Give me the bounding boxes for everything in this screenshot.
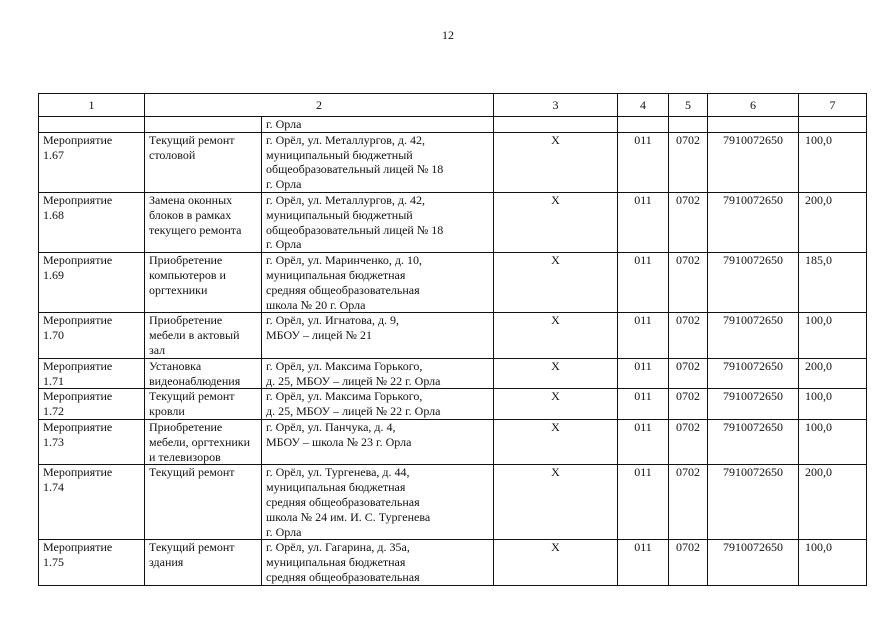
event-cell: Мероприятие 1.74 [39,465,145,540]
event-cell: Мероприятие 1.67 [39,132,145,192]
code-011-cell: 011 [618,389,669,420]
header-row [39,94,867,117]
section-code-cell: 0702 [669,313,708,358]
amount-cell: 185,0 [799,253,867,313]
target-article-cell: 7910072650 [708,419,799,464]
event-cell: Мероприятие 1.68 [39,192,145,252]
table-row [39,389,867,420]
target-article-cell: 7910072650 [708,253,799,313]
amount-cell: 200,0 [799,192,867,252]
address-cell: г. Орёл, ул. Металлургов, д. 42, муниципальный бюджетный общеобразовательный лицей № 18 г. Орла [262,132,494,192]
name-cell: Замена оконных блоков в рамках текущего ремонта [145,192,262,252]
table-row [39,253,867,313]
amount-cell: 100,0 [799,540,867,585]
section-code-cell: 0702 [669,358,708,389]
name-cell: Установка видеонаблюдения [145,358,262,389]
name-cell: Текущий ремонт здания [145,540,262,585]
target-article-cell: 7910072650 [708,540,799,585]
x-mark-cell: Х [494,389,618,420]
header-col-1: 1 [39,94,145,117]
continuation-text: г. Орла [262,117,494,133]
table-row [39,132,867,192]
section-code-cell: 0702 [669,389,708,420]
target-article-cell: 7910072650 [708,313,799,358]
event-cell: Мероприятие 1.71 [39,358,145,389]
budget-table [38,93,867,586]
amount-cell: 100,0 [799,389,867,420]
x-mark-cell: Х [494,465,618,540]
continuation-row [39,117,867,133]
code-011-cell: 011 [618,132,669,192]
name-cell: Текущий ремонт кровли [145,389,262,420]
event-cell: Мероприятие 1.70 [39,313,145,358]
target-article-cell: 7910072650 [708,192,799,252]
amount-cell: 100,0 [799,132,867,192]
code-011-cell: 011 [618,358,669,389]
table-row [39,192,867,252]
section-code-cell: 0702 [669,132,708,192]
section-code-cell: 0702 [669,465,708,540]
section-code-cell: 0702 [669,192,708,252]
address-cell: г. Орёл, ул. Игнатова, д. 9, МБОУ – лицей № 21 [262,313,494,358]
address-cell: г. Орёл, ул. Максима Горького, д. 25, МБОУ – лицей № 22 г. Орла [262,358,494,389]
section-code-cell: 0702 [669,253,708,313]
amount-cell: 200,0 [799,465,867,540]
header-col-6: 6 [708,94,799,117]
x-mark-cell: Х [494,132,618,192]
x-mark-cell: Х [494,540,618,585]
section-code-cell: 0702 [669,419,708,464]
name-cell: Приобретение компьютеров и оргтехники [145,253,262,313]
address-cell: г. Орёл, ул. Максима Горького, д. 25, МБОУ – лицей № 22 г. Орла [262,389,494,420]
address-cell: г. Орёл, ул. Металлургов, д. 42, муниципальный бюджетный общеобразовательный лицей № 18 г. Орла [262,192,494,252]
code-011-cell: 011 [618,253,669,313]
name-cell: Текущий ремонт столовой [145,132,262,192]
code-011-cell: 011 [618,465,669,540]
table-row [39,465,867,540]
address-cell: г. Орёл, ул. Маринченко, д. 10, муниципальная бюджетная средняя общеобразовательная школа № 20 г. Орла [262,253,494,313]
header-col-5: 5 [669,94,708,117]
code-011-cell: 011 [618,313,669,358]
page-number: 12 [442,28,454,42]
x-mark-cell: Х [494,253,618,313]
table-row [39,313,867,358]
target-article-cell: 7910072650 [708,132,799,192]
amount-cell: 200,0 [799,358,867,389]
code-011-cell: 011 [618,419,669,464]
section-code-cell: 0702 [669,540,708,585]
event-cell: Мероприятие 1.73 [39,419,145,464]
event-cell: Мероприятие 1.69 [39,253,145,313]
address-cell: г. Орёл, ул. Панчука, д. 4, МБОУ – школа № 23 г. Орла [262,419,494,464]
address-cell: г. Орёл, ул. Тургенева, д. 44, муниципальная бюджетная средняя общеобразовательная школа № 24 им. И. С. Тургенева г. Орла [262,465,494,540]
name-cell: Приобретение мебели в актовый зал [145,313,262,358]
table-row [39,358,867,389]
amount-cell: 100,0 [799,419,867,464]
name-cell: Приобретение мебели, оргтехники и телевизоров [145,419,262,464]
address-cell: г. Орёл, ул. Гагарина, д. 35а, муниципальная бюджетная средняя общеобразовательная [262,540,494,585]
header-col-2: 2 [145,94,494,117]
header-col-3: 3 [494,94,618,117]
x-mark-cell: Х [494,192,618,252]
header-col-4: 4 [618,94,669,117]
table-row [39,419,867,464]
target-article-cell: 7910072650 [708,358,799,389]
event-cell: Мероприятие 1.75 [39,540,145,585]
x-mark-cell: Х [494,419,618,464]
target-article-cell: 7910072650 [708,389,799,420]
target-article-cell: 7910072650 [708,465,799,540]
code-011-cell: 011 [618,540,669,585]
table-row [39,540,867,585]
amount-cell: 100,0 [799,313,867,358]
code-011-cell: 011 [618,192,669,252]
name-cell: Текущий ремонт [145,465,262,540]
event-cell: Мероприятие 1.72 [39,389,145,420]
header-col-7: 7 [799,94,867,117]
x-mark-cell: Х [494,358,618,389]
x-mark-cell: Х [494,313,618,358]
